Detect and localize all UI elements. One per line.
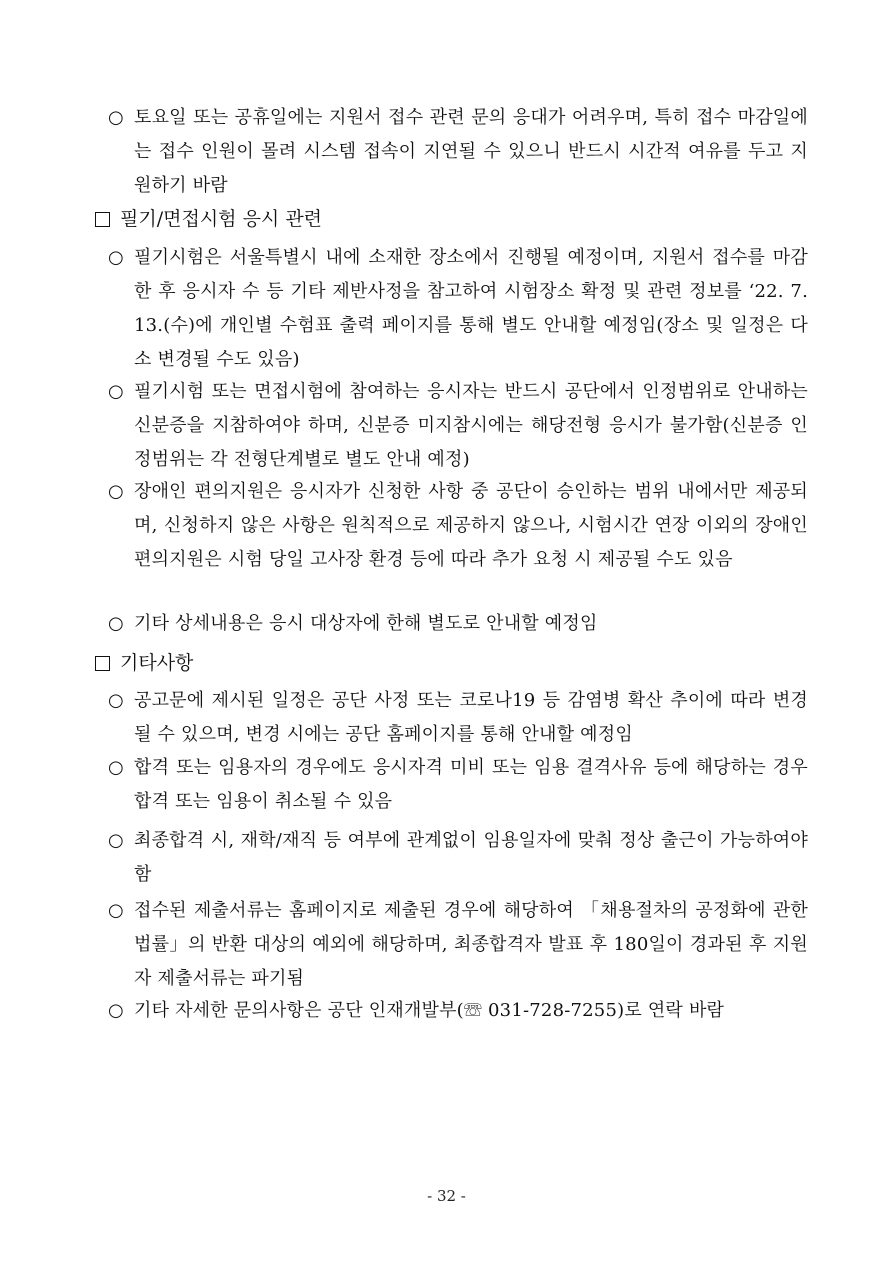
list-item: [108, 684, 808, 752]
list-item: [108, 375, 808, 477]
list-item: [108, 607, 808, 641]
list-item: [108, 894, 808, 996]
item-text: 공고문에 제시된 일정은 공단 사정 또는 코로나19 등 감염병 확산 추이에 따라 변경될 수 있으며, 변경 시에는 공단 홈페이지를 통해 안내할 예정임: [134, 690, 808, 745]
item-text: 필기시험 또는 면접시험에 참여하는 응시자는 반드시 공단에서 인정범위로 안내하는 신분증을 지참하여야 하며, 신분증 미지참시에는 해당전형 응시가 불가함(신분증 인정범위는 각 전형단계별로 별도 안내 예정): [134, 381, 808, 470]
page-number: - 32 -: [427, 1187, 466, 1205]
checkbox-square-icon: [95, 212, 110, 227]
section-heading-exam: [95, 202, 795, 236]
circle-bullet-icon: ○: [108, 481, 124, 502]
circle-bullet-icon: ○: [108, 247, 124, 268]
circle-bullet-icon: ○: [108, 381, 124, 402]
list-item: [108, 824, 808, 892]
item-text: 장애인 편의지원은 응시자가 신청한 사항 중 공단이 승인하는 범위 내에서만 제공되며, 신청하지 않은 사항은 원칙적으로 제공하지 않으나, 시험시간 연장 이외의 장애인 편의지원은 시험 당일 고사장 환경 등에 따라 추가 요청 시 제공될 수도 있음: [134, 481, 808, 570]
section-title: 필기/면접시험 응시 관련: [120, 208, 323, 230]
item-text: 필기시험은 서울특별시 내에 소재한 장소에서 진행될 예정이며, 지원서 접수를 마감한 후 응시자 수 등 기타 제반사정을 참고하여 시험장소 확정 및 관련 정보를 ‘22. 7. 13.(수)에 개인별 수험표 출력 페이지를 통해 별도 안내할 예정임(장소 및 일정은 다소 변경될 수도 있음): [134, 247, 808, 370]
item-text: 기타 상세내용은 응시 대상자에 한해 별도로 안내할 예정임: [134, 613, 598, 634]
section-title: 기타사항: [120, 652, 194, 674]
circle-bullet-icon: ○: [108, 107, 124, 128]
item-text: 토요일 또는 공휴일에는 지원서 접수 관련 문의 응대가 어려우며, 특히 접수 마감일에는 접수 인원이 몰려 시스템 접속이 지연될 수 있으니 반드시 시간적 여유를 두고 지원하기 바람: [134, 107, 808, 196]
checkbox-square-icon: [95, 656, 110, 671]
list-item: [108, 475, 808, 577]
list-item: [108, 751, 808, 819]
item-text: 기타 자세한 문의사항은 공단 인재개발부(☏ 031-728-7255)로 연락 바람: [134, 1000, 725, 1021]
list-item: [108, 101, 808, 203]
circle-bullet-icon: ○: [108, 757, 124, 778]
list-item: [108, 994, 808, 1028]
item-text: 최종합격 시, 재학/재직 등 여부에 관계없이 임용일자에 맞춰 정상 출근이 가능하여야 함: [134, 830, 808, 885]
list-item: [108, 241, 808, 377]
item-text: 접수된 제출서류는 홈페이지로 제출된 경우에 해당하여 「채용절차의 공정화에 관한 법률」의 반환 대상의 예외에 해당하며, 최종합격자 발표 후 180일이 경과된 후 지원자 제출서류는 파기됨: [134, 900, 808, 989]
item-text: 합격 또는 임용자의 경우에도 응시자격 미비 또는 임용 결격사유 등에 해당하는 경우 합격 또는 임용이 취소될 수 있음: [134, 757, 808, 812]
section-heading-other: [95, 646, 795, 680]
circle-bullet-icon: ○: [108, 1000, 124, 1021]
circle-bullet-icon: ○: [108, 690, 124, 711]
circle-bullet-icon: ○: [108, 830, 124, 851]
circle-bullet-icon: ○: [108, 900, 124, 921]
circle-bullet-icon: ○: [108, 613, 124, 634]
